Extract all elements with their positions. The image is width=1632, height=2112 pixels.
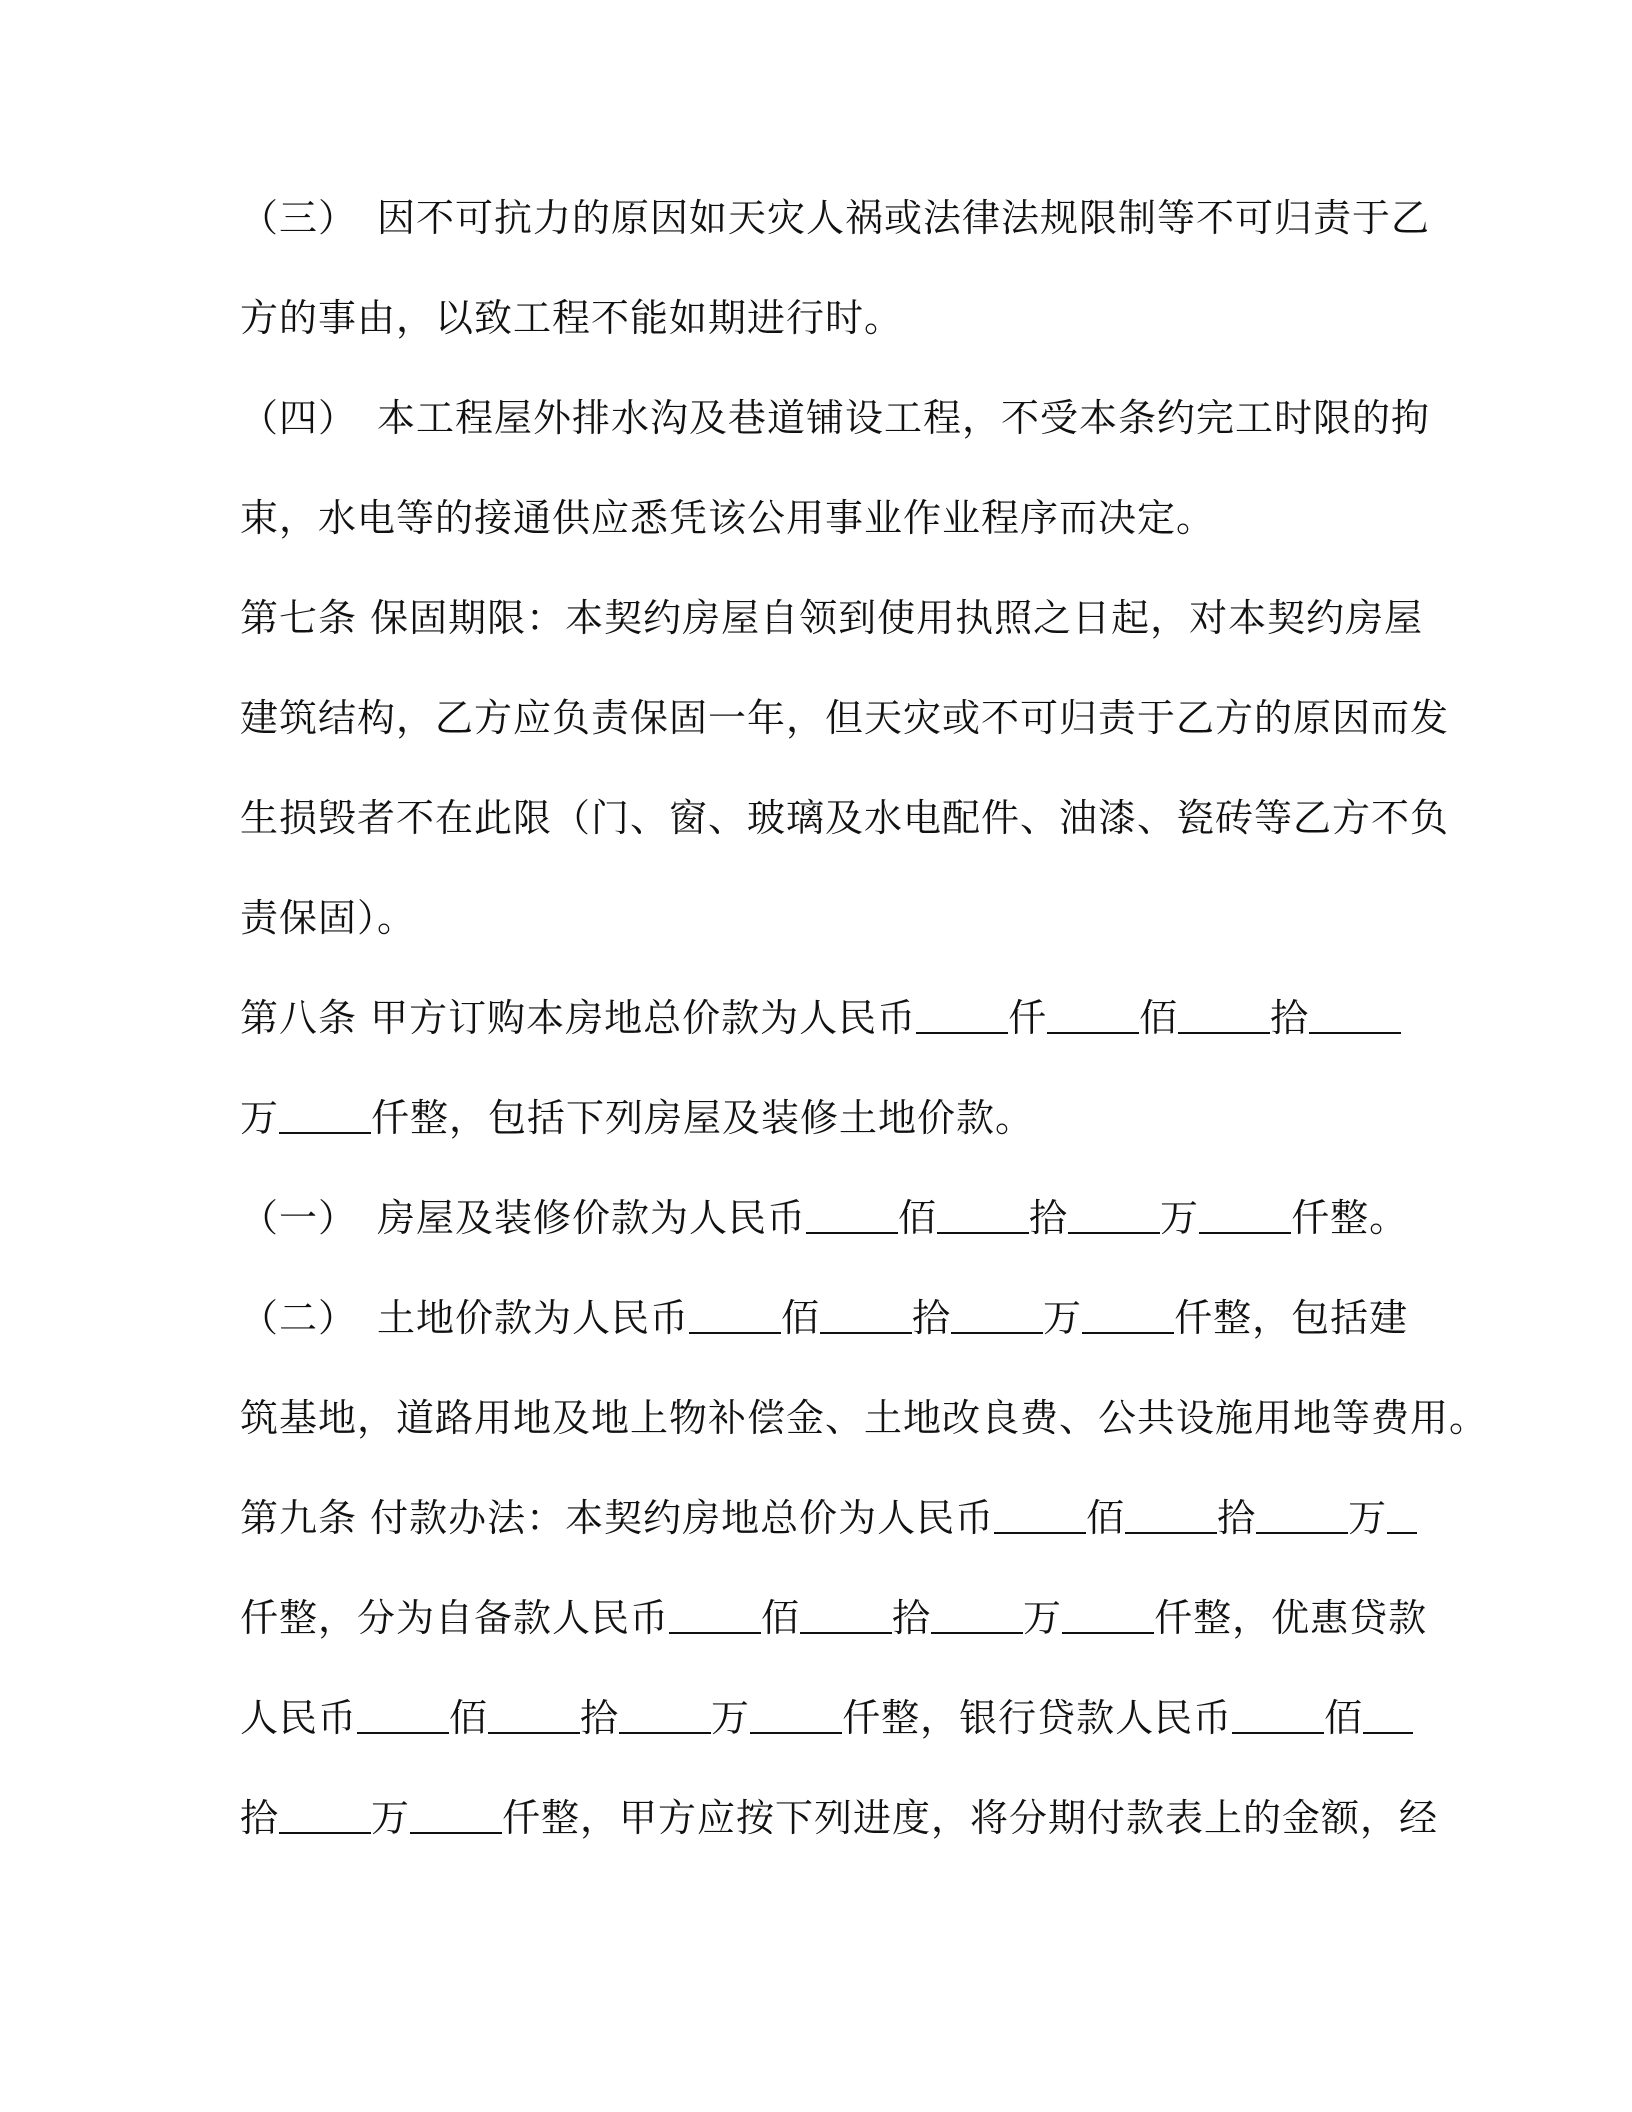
fill-in-blank[interactable] (994, 1488, 1086, 1534)
line-text: 仟整，银行贷款人民币 (842, 1696, 1233, 1740)
line-text: 仟整。 (1291, 1196, 1409, 1240)
line-text: 万 (1348, 1496, 1388, 1540)
fill-in-blank[interactable] (1068, 1188, 1160, 1234)
fill-in-blank[interactable] (937, 1188, 1029, 1234)
line-text: 仟整，包括下列房屋及装修土地价款。 (371, 1096, 1035, 1140)
fill-in-blank[interactable] (1232, 1688, 1324, 1734)
text-line-1 (240, 188, 1431, 248)
line-text: 万 (711, 1696, 751, 1740)
fill-in-blank[interactable] (279, 1788, 371, 1834)
text-line-8 (240, 888, 1390, 948)
fill-in-blank[interactable] (488, 1688, 580, 1734)
fill-in-blank[interactable] (750, 1688, 842, 1734)
fill-in-blank[interactable] (1387, 1488, 1417, 1534)
line-text: 人民币 (240, 1696, 358, 1740)
fill-in-blank[interactable] (1047, 988, 1139, 1034)
line-text: 万 (1160, 1196, 1200, 1240)
fill-in-blank[interactable] (1256, 1488, 1348, 1534)
text-line-16 (240, 1688, 1390, 1748)
text-line-5 (240, 588, 1424, 648)
line-text: 责保固）。 (240, 896, 417, 940)
text-line-6 (240, 688, 1450, 748)
line-text: 拾 (1217, 1496, 1257, 1540)
fill-in-blank[interactable] (410, 1788, 502, 1834)
line-text: （三） 因不可抗力的原因如天灾人祸或法律法规限制等不可归责于乙 (240, 196, 1431, 240)
text-line-9 (240, 988, 1390, 1048)
line-text: 万 (1023, 1596, 1063, 1640)
line-text: 拾 (1270, 996, 1310, 1040)
line-text: 束，水电等的接通供应悉凭该公用事业作业程序而决定。 (240, 496, 1216, 540)
line-text: 生损毁者不在此限（门、窗、玻璃及水电配件、油漆、瓷砖等乙方不负 (240, 796, 1450, 840)
fill-in-blank[interactable] (1125, 1488, 1217, 1534)
fill-in-blank[interactable] (669, 1588, 761, 1634)
line-text: （二） 土地价款为人民币 (240, 1296, 690, 1340)
line-text: 万 (371, 1796, 411, 1840)
fill-in-blank[interactable] (1082, 1288, 1174, 1334)
line-text: 万 (240, 1096, 280, 1140)
text-line-11 (240, 1188, 1409, 1248)
fill-in-blank[interactable] (689, 1288, 781, 1334)
fill-in-blank[interactable] (357, 1688, 449, 1734)
fill-in-blank[interactable] (951, 1288, 1043, 1334)
line-text: （一） 房屋及装修价款为人民币 (240, 1196, 807, 1240)
fill-in-blank[interactable] (1062, 1588, 1154, 1634)
line-text: 拾 (892, 1596, 932, 1640)
text-line-7 (240, 788, 1450, 848)
line-text: 拾 (580, 1696, 620, 1740)
line-text: （四） 本工程屋外排水沟及巷道铺设工程，不受本条约完工时限的拘 (240, 396, 1431, 440)
line-text: 方的事由，以致工程不能如期进行时。 (240, 296, 904, 340)
line-text: 万 (1043, 1296, 1083, 1340)
fill-in-blank[interactable] (619, 1688, 711, 1734)
fill-in-blank[interactable] (1309, 988, 1401, 1034)
text-line-17 (240, 1788, 1439, 1848)
line-text: 仟 (1008, 996, 1048, 1040)
line-text: 第八条 甲方订购本房地总价款为人民币 (240, 996, 917, 1040)
line-text: 第七条 保固期限：本契约房屋自领到使用执照之日起，对本契约房屋 (240, 596, 1424, 640)
line-text: 佰 (1086, 1496, 1126, 1540)
line-text: 仟整，分为自备款人民币 (240, 1596, 670, 1640)
line-text: 拾 (240, 1796, 280, 1840)
line-text: 筑基地，道路用地及地上物补偿金、土地改良费、公共设施用地等费用。 (240, 1396, 1489, 1440)
text-line-10 (240, 1088, 1390, 1148)
line-text: 仟整，甲方应按下列进度，将分期付款表上的金额，经 (502, 1796, 1439, 1840)
line-text: 佰 (898, 1196, 938, 1240)
fill-in-blank[interactable] (279, 1088, 371, 1134)
line-text: 仟整，包括建 (1174, 1296, 1409, 1340)
fill-in-blank[interactable] (1363, 1688, 1413, 1734)
fill-in-blank[interactable] (806, 1188, 898, 1234)
line-text: 建筑结构，乙方应负责保固一年，但天灾或不可归责于乙方的原因而发 (240, 696, 1450, 740)
text-line-15 (240, 1588, 1428, 1648)
line-text: 拾 (912, 1296, 952, 1340)
line-text: 佰 (1324, 1696, 1364, 1740)
line-text: 拾 (1029, 1196, 1069, 1240)
fill-in-blank[interactable] (800, 1588, 892, 1634)
text-line-3 (240, 388, 1431, 448)
fill-in-blank[interactable] (1178, 988, 1270, 1034)
fill-in-blank[interactable] (931, 1588, 1023, 1634)
line-text: 佰 (1139, 996, 1179, 1040)
line-text: 佰 (761, 1596, 801, 1640)
text-line-14 (240, 1488, 1390, 1548)
line-text: 仟整，优惠贷款 (1154, 1596, 1428, 1640)
text-line-4 (240, 488, 1390, 548)
fill-in-blank[interactable] (820, 1288, 912, 1334)
text-line-2 (240, 288, 1390, 348)
text-line-12 (240, 1288, 1409, 1348)
fill-in-blank[interactable] (916, 988, 1008, 1034)
line-text: 佰 (449, 1696, 489, 1740)
line-text: 第九条 付款办法：本契约房地总价为人民币 (240, 1496, 995, 1540)
line-text: 佰 (781, 1296, 821, 1340)
fill-in-blank[interactable] (1199, 1188, 1291, 1234)
text-line-13 (240, 1388, 1489, 1448)
